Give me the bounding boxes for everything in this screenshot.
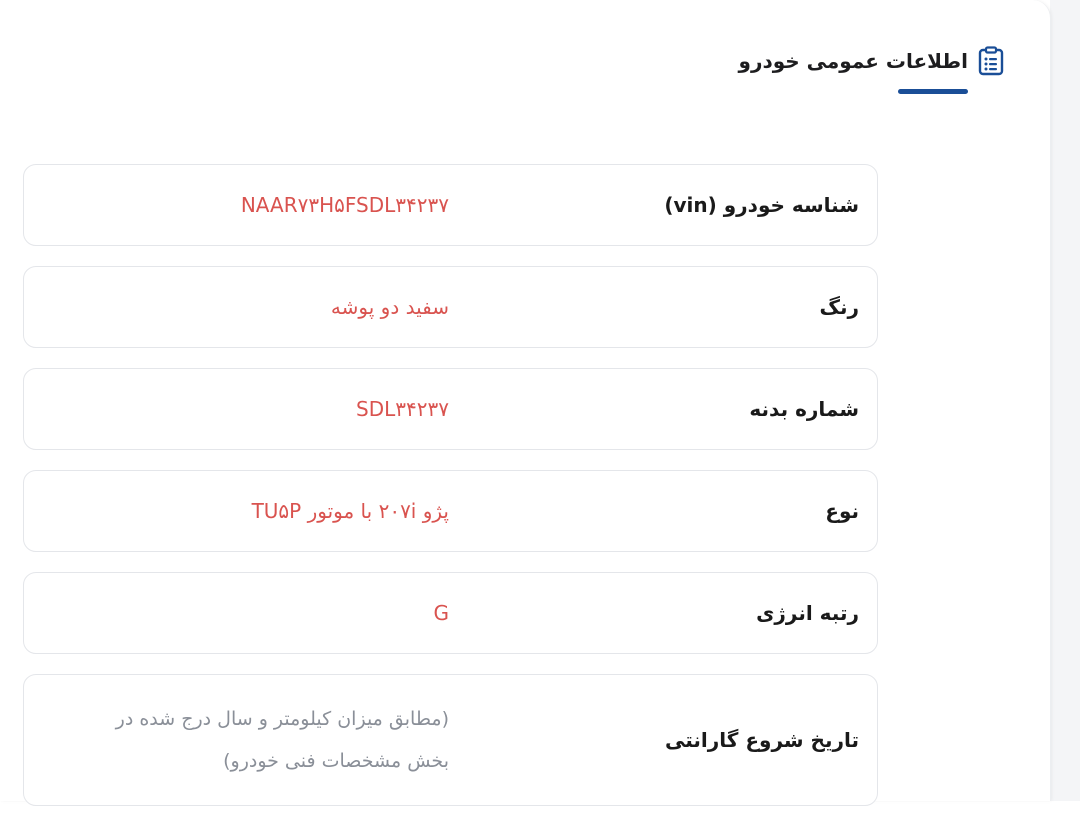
section-header (739, 46, 1004, 76)
page-background-right (1050, 0, 1080, 801)
section-title: اطلاعات عمومی خودرو (738, 49, 968, 73)
info-row-vin (23, 164, 878, 246)
info-label: شناسه خودرو (vin) (664, 193, 859, 217)
info-label: شماره بدنه (749, 397, 859, 421)
info-label: نوع (825, 499, 859, 523)
info-label: رتبه انرژی (756, 601, 859, 625)
info-value-note: (مطابق میزان کیلومتر و سال درج شده در بخش مشخصات فنی خودرو) (115, 708, 449, 772)
info-label: تاریخ شروع گارانتی (664, 728, 859, 752)
info-list (23, 164, 878, 826)
clipboard-list-icon (978, 46, 1004, 76)
info-value: NAAR۷۳H۵FSDL۳۴۲۳۷ (240, 193, 449, 217)
info-value: SDL۳۴۲۳۷ (356, 397, 449, 421)
section-title-wrap (739, 49, 968, 73)
info-row-type (23, 470, 878, 552)
info-value: G (433, 601, 449, 625)
section-title-underline (898, 89, 968, 94)
info-row-energy-rating (23, 572, 878, 654)
info-value: پژو ۲۰۷i با موتور TU۵P (251, 499, 449, 523)
info-row-chassis-number (23, 368, 878, 450)
info-row-warranty-start (23, 674, 878, 806)
info-value: سفید دو پوشه (330, 295, 449, 319)
info-row-color (23, 266, 878, 348)
info-label: رنگ (819, 295, 859, 319)
